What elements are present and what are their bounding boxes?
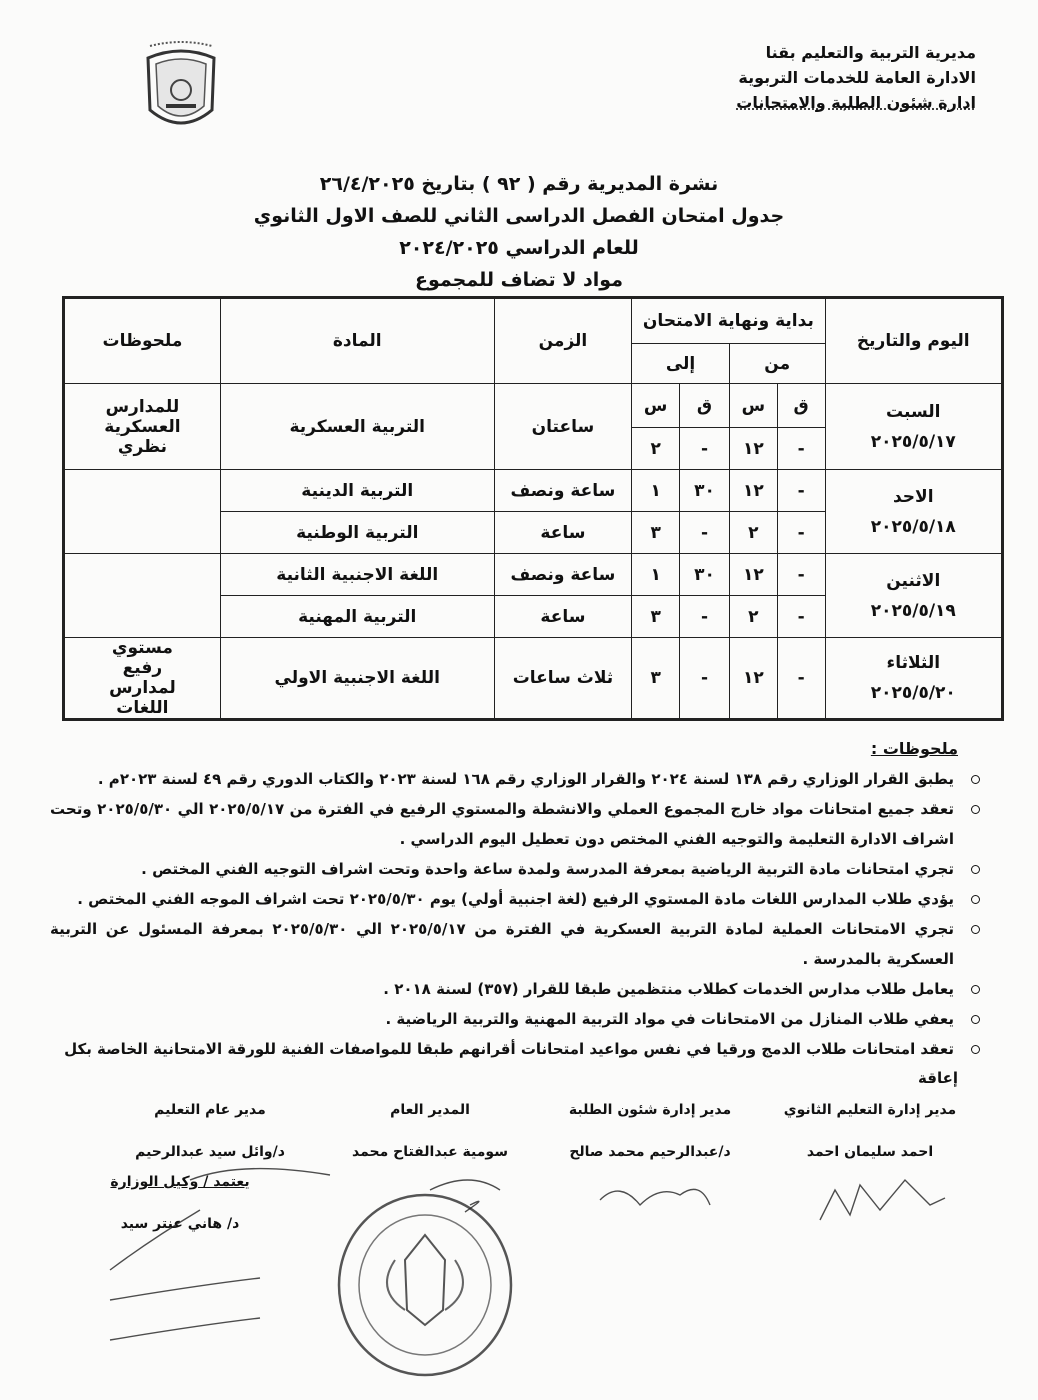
- signature-block: [540, 1100, 760, 1162]
- notes-cell: [64, 470, 221, 554]
- note-text: يطبق القرار الوزاري رقم ١٣٨ لسنة ٢٠٢٤ والقرار الوزاري رقم ١٦٨ لسنة ٢٠٢٣ والكتاب الدوري رقم ٤٩ لسنة ٢٠٢٣م .: [97, 770, 954, 788]
- signatory-title: مدير إدارة شئون الطلبة: [568, 1102, 732, 1118]
- day-date-cell: [825, 554, 1002, 638]
- notes-cell: للمدارس العسكرية نظري: [64, 384, 221, 470]
- from-hour: ١٢: [729, 428, 777, 470]
- from-hour: ٢: [729, 596, 777, 638]
- organization-header: [736, 40, 976, 115]
- signature-block: [100, 1100, 320, 1162]
- note-item: [50, 1004, 980, 1034]
- note-text: تجري الامتحانات العملية لمادة التربية العسكرية في الفترة من ٢٠٢٥/٥/١٧ الي ٢٠٢٥/٥/٣٠ بمعرفة المسئول عن التربية العسكرية بالمدرسة .: [50, 920, 954, 968]
- duration-cell: ساعة: [494, 596, 632, 638]
- from-hour: ١٢: [729, 554, 777, 596]
- exam-date: ٢٠٢٥/٥/٢٠: [870, 683, 956, 703]
- document-titles: [0, 168, 1038, 296]
- subject-cell: اللغة الاجنبية الثانية: [220, 554, 494, 596]
- approval-name: د/ هاني عنتر سيد: [120, 1216, 240, 1232]
- to-minute: ٣٠: [680, 470, 730, 512]
- to-hour: ٣: [632, 638, 680, 720]
- exam-date: ٢٠٢٥/٥/١٩: [870, 600, 956, 621]
- signature-block: [760, 1100, 980, 1162]
- signatory-name: د/عبدالرحيم محمد صالح: [569, 1144, 731, 1160]
- to-minute: -: [680, 596, 730, 638]
- org-line: الادارة العامة للخدمات التربوية: [738, 68, 976, 87]
- to-minute: -: [680, 512, 730, 554]
- note-text: يعامل طلاب مدارس الخدمات كطلاب منتظمين طبقا للقرار (٣٥٧) لسنة ٢٠١٨ .: [383, 980, 954, 998]
- bullet-icon: [971, 985, 980, 994]
- approval-title: يعتمد / وكيل الوزارة: [110, 1174, 250, 1190]
- bullet-icon: [971, 805, 980, 814]
- signatory-name: سومية عبدالفتاح محمد: [352, 1144, 508, 1160]
- to-minute: -: [680, 638, 730, 720]
- subheader-hour: س: [632, 384, 680, 428]
- bulletin-number-title: نشرة المديرية رقم ( ٩٢ ) بتاريخ ٢٦/٤/٢٠٢٥: [319, 173, 719, 195]
- exam-date: ٢٠٢٥/٥/١٧: [870, 431, 956, 452]
- day-date-cell: [825, 638, 1002, 720]
- signatory-title: المدير العام: [390, 1102, 470, 1118]
- subheader-minute: ق: [680, 384, 730, 428]
- signatures-row: [50, 1100, 980, 1162]
- org-line: مديرية التربية والتعليم بقنا: [765, 43, 976, 62]
- day-date-cell: [825, 384, 1002, 470]
- duration-cell: ساعة ونصف: [494, 554, 632, 596]
- bullet-icon: [971, 925, 980, 934]
- header-subject: المادة: [220, 298, 494, 384]
- from-hour: ١٢: [729, 470, 777, 512]
- duration-cell: ثلاث ساعات: [494, 638, 632, 720]
- note-text: يعفي طلاب المنازل من الامتحانات في مواد التربية المهنية والتربية الرياضية .: [385, 1010, 954, 1028]
- note-item: [50, 884, 980, 914]
- notes-cell: مستوي رفيع لمدارس اللغات: [64, 638, 221, 720]
- note-continuation: إعاقة: [918, 1069, 958, 1087]
- header-duration: الزمن: [494, 298, 632, 384]
- note-item: [50, 914, 980, 974]
- to-hour: ١: [632, 470, 680, 512]
- subheader-minute: ق: [777, 384, 825, 428]
- day-date-cell: [825, 470, 1002, 554]
- signatory-name: احمد سليمان احمد: [806, 1144, 934, 1160]
- note-text: تعقد امتحانات طلاب الدمج ورقيا في نفس مواعيد امتحانات أقرانهم طبقا للمواصفات الفنية للورقة الامتحانية الخاصة بكل: [64, 1040, 954, 1058]
- org-line: ادارة شئون الطلبة والامتحانات: [736, 93, 976, 112]
- academic-year-title: للعام الدراسي ٢٠٢٤/٢٠٢٥: [399, 237, 639, 259]
- day-name: السبت: [886, 401, 941, 422]
- note-item: [50, 794, 980, 854]
- schedule-title: جدول امتحان الفصل الدراسى الثاني للصف الاول الثانوي: [253, 205, 785, 227]
- signatory-title: مدير إدارة التعليم الثانوي: [783, 1102, 957, 1118]
- from-minute: -: [777, 554, 825, 596]
- exam-schedule-table: [62, 296, 1004, 721]
- notes-list: [50, 764, 980, 1064]
- duration-cell: ساعة ونصف: [494, 470, 632, 512]
- day-name: الاثنين: [886, 570, 941, 591]
- bullet-icon: [971, 895, 980, 904]
- bullet-icon: [971, 1045, 980, 1054]
- note-item: [50, 1034, 980, 1064]
- subject-cell: اللغة الاجنبية الاولي: [220, 638, 494, 720]
- header-to: إلى: [632, 344, 730, 384]
- exam-date: ٢٠٢٥/٥/١٨: [870, 516, 956, 537]
- header-day-date: اليوم والتاريخ: [825, 298, 1002, 384]
- notes-cell: [64, 554, 221, 638]
- subject-cell: التربية الوطنية: [220, 512, 494, 554]
- to-minute: ٣٠: [680, 554, 730, 596]
- subject-cell: التربية العسكرية: [220, 384, 494, 470]
- header-notes: ملحوظات: [64, 298, 221, 384]
- to-minute: -: [680, 428, 730, 470]
- header-exam-bounds: بداية ونهاية الامتحان: [632, 298, 825, 344]
- signatory-name: د/وائل سيد عبدالرحيم: [135, 1144, 285, 1160]
- subject-cell: التربية الدينية: [220, 470, 494, 512]
- from-hour: ٢: [729, 512, 777, 554]
- from-minute: -: [777, 512, 825, 554]
- note-item: [50, 764, 980, 794]
- approval-block: [70, 1172, 290, 1234]
- header-from: من: [729, 344, 825, 384]
- day-name: الثلاثاء: [886, 653, 941, 673]
- subject-cell: التربية المهنية: [220, 596, 494, 638]
- from-minute: -: [777, 596, 825, 638]
- bullet-icon: [971, 775, 980, 784]
- signature-block: [320, 1100, 540, 1162]
- bullet-icon: [971, 865, 980, 874]
- day-name: الاحد: [892, 486, 934, 507]
- duration-cell: ساعتان: [494, 384, 632, 470]
- ministry-logo-icon: [140, 40, 222, 140]
- to-hour: ٢: [632, 428, 680, 470]
- subtitle: مواد لا تضاف للمجموع: [415, 269, 623, 291]
- to-hour: ٣: [632, 512, 680, 554]
- note-item: [50, 974, 980, 1004]
- to-hour: ١: [632, 554, 680, 596]
- notes-and-signatures: [50, 736, 980, 1234]
- bullet-icon: [971, 1015, 980, 1024]
- subheader-hour: س: [729, 384, 777, 428]
- notes-heading: ملحوظات :: [870, 739, 958, 758]
- from-minute: -: [777, 470, 825, 512]
- note-text: تعقد جميع امتحانات مواد خارج المجموع العملي والانشطة والمستوي الرفيع في الفترة من ٢٠٢٥/٥/١٧ الي ٢٠٢٥/٥/٣٠ وتحت اشراف الادارة التعليمة والتوجيه الفني المختص دون تعطيل اليوم الدراسي .: [50, 800, 954, 848]
- note-item: [50, 854, 980, 884]
- from-minute: -: [777, 428, 825, 470]
- duration-cell: ساعة: [494, 512, 632, 554]
- note-text: يؤدي طلاب المدارس اللغات مادة المستوي الرفيع (لغة اجنبية أولي) يوم ٢٠٢٥/٥/٣٠ تحت اشراف الموجه الفني المختص .: [77, 890, 954, 908]
- note-text: تجري امتحانات مادة التربية الرياضية بمعرفة المدرسة ولمدة ساعة واحدة وتحت اشراف التوجيه الفني المختص .: [141, 860, 954, 878]
- from-minute: -: [777, 638, 825, 720]
- from-hour: ١٢: [729, 638, 777, 720]
- signatory-title: مدير عام التعليم: [154, 1102, 266, 1118]
- to-hour: ٣: [632, 596, 680, 638]
